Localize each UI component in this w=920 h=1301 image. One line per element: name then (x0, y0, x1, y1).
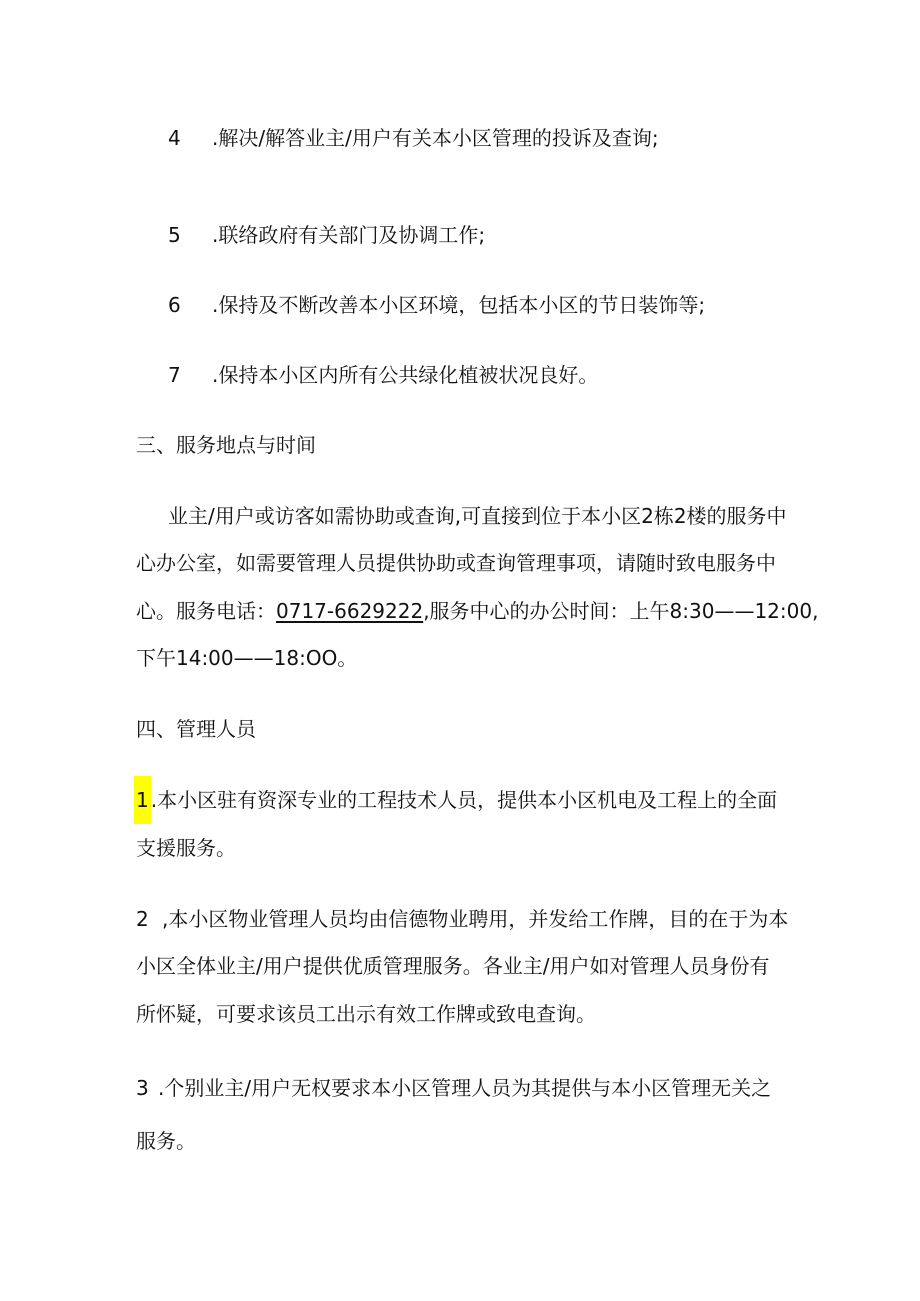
highlighted-marker: 1 (134, 776, 151, 824)
paragraph-line: 服务。 (136, 1129, 196, 1153)
duty-text: .联络政府有关部门及协调工作; (212, 223, 486, 247)
paragraph-line: 心办公室，如需要管理人员提供协助或查询管理事项，请随时致电服务中 (136, 551, 776, 575)
duty-number: 4 (168, 126, 181, 150)
service-phone-number: 0717-6629222 (276, 599, 424, 623)
paragraph-line: 支援服务。 (136, 836, 236, 860)
paragraph-text: ,本小区物业管理人员均由信德物业聘用，并发给工作牌，目的在于为本 (162, 907, 789, 931)
item-number: 3 (136, 1076, 149, 1100)
paragraph-line: 业主/用户或访客如需协助或查询,可直接到位于本小区2栋2楼的服务中 (168, 504, 787, 528)
paragraph-line (136, 597, 818, 625)
paragraph-text: .个别业主/用户无权要求本小区管理人员为其提供与本小区管理无关之 (158, 1076, 772, 1100)
duty-text: .保持本小区内所有公共绿化植被状况良好。 (212, 363, 599, 387)
paragraph-text: ,服务中心的办公时间：上午8:30——12:00, (423, 599, 819, 623)
paragraph-line: 所怀疑，可要求该员工出示有效工作牌或致电查询。 (136, 1002, 596, 1026)
duty-text: .解决/解答业主/用户有关本小区管理的投诉及查询; (212, 126, 659, 150)
section-heading-3: 三、服务地点与时间 (136, 433, 316, 457)
paragraph-text: .本小区驻有资深专业的工程技术人员，提供本小区机电及工程上的全面 (150, 788, 778, 812)
section-heading-4: 四、管理人员 (136, 717, 256, 741)
item-number: 2 (136, 907, 149, 931)
paragraph-line (136, 786, 777, 814)
duty-number: 5 (168, 223, 181, 247)
paragraph-text: 心。服务电话： (136, 599, 276, 623)
paragraph-line: 下午14:00——18:OO。 (136, 646, 358, 670)
paragraph-line: 小区全体业主/用户提供优质管理服务。各业主/用户如对管理人员身份有 (136, 954, 770, 978)
duty-number: 6 (168, 293, 181, 317)
duty-text: .保持及不断改善本小区环境，包括本小区的节日装饰等; (212, 293, 706, 317)
duty-number: 7 (168, 363, 181, 387)
